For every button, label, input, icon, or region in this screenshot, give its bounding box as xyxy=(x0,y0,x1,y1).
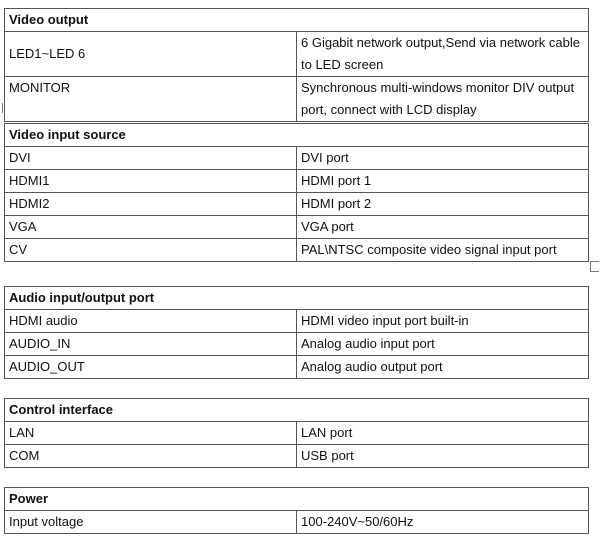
port-name: Input voltage xyxy=(5,511,297,534)
port-description: HDMI video input port built-in xyxy=(297,310,589,333)
port-description: PAL\NTSC composite video signal input port xyxy=(297,239,589,262)
port-name: LAN xyxy=(5,422,297,445)
section-title: Video input source xyxy=(5,124,589,147)
table-power xyxy=(4,487,589,534)
port-description: HDMI port 2 xyxy=(297,193,589,216)
port-description: USB port xyxy=(297,445,589,468)
table-audio-port xyxy=(4,286,589,379)
port-name: HDMI1 xyxy=(5,170,297,193)
table-row xyxy=(5,77,589,122)
port-name: AUDIO_IN xyxy=(5,333,297,356)
table-row xyxy=(5,170,589,193)
section-title: Control interface xyxy=(5,399,589,422)
port-name: HDMI2 xyxy=(5,193,297,216)
port-description: 6 Gigabit network output,Send via network cable to LED screen xyxy=(297,32,589,77)
port-description: DVI port xyxy=(297,147,589,170)
table-video-output xyxy=(4,8,589,122)
port-name: HDMI audio xyxy=(5,310,297,333)
port-name: LED1~LED 6 xyxy=(5,32,297,77)
section-title: Audio input/output port xyxy=(5,287,589,310)
port-description: LAN port xyxy=(297,422,589,445)
section-title: Video output xyxy=(5,9,589,32)
table-control-interface xyxy=(4,398,589,468)
port-description: Synchronous multi-windows monitor DIV output port, connect with LCD display xyxy=(297,77,589,122)
edit-mark xyxy=(2,103,4,113)
table-row xyxy=(5,310,589,333)
port-name: COM xyxy=(5,445,297,468)
port-description: 100-240V~50/60Hz xyxy=(297,511,589,534)
port-name: VGA xyxy=(5,216,297,239)
table-row xyxy=(5,445,589,468)
table-row xyxy=(5,511,589,534)
section-title: Power xyxy=(5,488,589,511)
table-row xyxy=(5,333,589,356)
port-description: Analog audio input port xyxy=(297,333,589,356)
edit-mark xyxy=(590,261,599,272)
port-name: MONITOR xyxy=(5,77,297,122)
table-row xyxy=(5,193,589,216)
table-row xyxy=(5,32,589,77)
table-row xyxy=(5,216,589,239)
port-name: CV xyxy=(5,239,297,262)
table-row xyxy=(5,422,589,445)
port-description: HDMI port 1 xyxy=(297,170,589,193)
table-video-input-source xyxy=(4,123,589,262)
port-description: Analog audio output port xyxy=(297,356,589,379)
port-name: DVI xyxy=(5,147,297,170)
table-row xyxy=(5,147,589,170)
table-row xyxy=(5,356,589,379)
port-description: VGA port xyxy=(297,216,589,239)
table-row xyxy=(5,239,589,262)
port-name: AUDIO_OUT xyxy=(5,356,297,379)
